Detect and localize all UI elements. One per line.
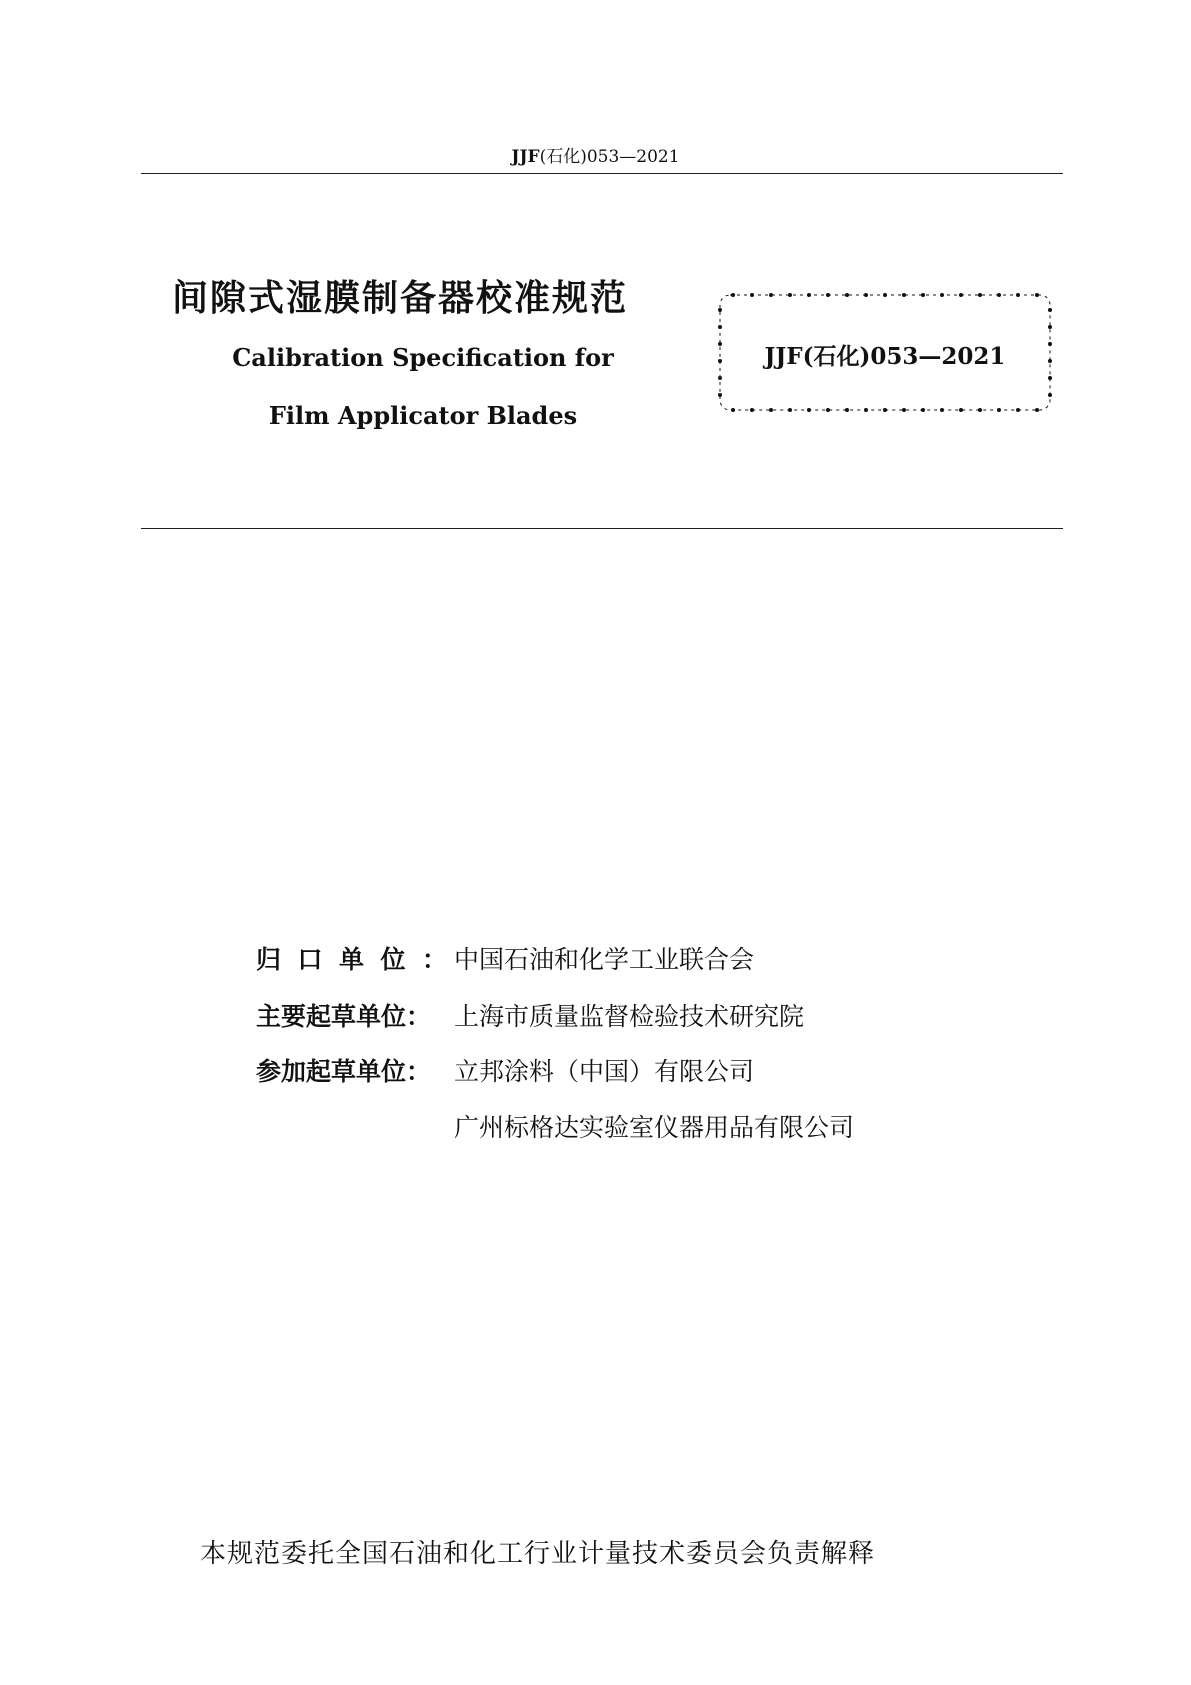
border-dot (845, 408, 849, 412)
border-dot (997, 293, 1001, 297)
border-dot (997, 408, 1001, 412)
main-drafter-label: 主要起草单位： (256, 1002, 432, 1031)
border-dot (978, 408, 982, 412)
running-header (0, 142, 1191, 167)
participant-drafter-row-2 (454, 1108, 854, 1144)
border-dot (883, 408, 887, 412)
responsible-unit-row (256, 940, 754, 976)
border-dot (788, 293, 792, 297)
border-dot (807, 293, 811, 297)
border-dot (959, 408, 963, 412)
border-dot (826, 408, 830, 412)
header-rule (141, 173, 1063, 174)
border-dot (731, 293, 735, 297)
title-english-line-1: Calibration Specification for (232, 343, 614, 372)
border-dot (921, 408, 925, 412)
border-dot (1035, 293, 1039, 297)
standard-code: JJF(石化)053—2021 (764, 343, 1006, 370)
border-dot (1048, 308, 1052, 312)
border-dot (845, 293, 849, 297)
border-dot (883, 293, 887, 297)
border-dot (731, 408, 735, 412)
border-dot (718, 308, 722, 312)
title-english-line-2: Film Applicator Blades (268, 401, 578, 430)
header-code-prefix: JJF (511, 147, 540, 167)
border-dot (750, 293, 754, 297)
section-rule (141, 528, 1063, 529)
participant-drafter-label: 参加起草单位： (256, 1057, 432, 1086)
border-dot (826, 293, 830, 297)
border-dot (769, 408, 773, 412)
border-dot (1048, 325, 1052, 329)
responsible-unit-value: 中国石油和化学工业联合会 (454, 945, 755, 974)
border-dot (940, 293, 944, 297)
border-dot (902, 408, 906, 412)
main-drafter-value: 上海市质量监督检验技术研究院 (454, 1002, 805, 1031)
border-dot (718, 393, 722, 397)
border-dot (769, 293, 773, 297)
participant-drafter-row (256, 1052, 754, 1088)
border-dot (807, 408, 811, 412)
border-dot (1035, 408, 1039, 412)
header-code-suffix: (石化)053—2021 (539, 147, 680, 167)
border-dot (921, 293, 925, 297)
border-dot (718, 376, 722, 380)
border-dot (750, 408, 754, 412)
border-dot (940, 408, 944, 412)
border-dot (1016, 293, 1020, 297)
border-dot (1048, 376, 1052, 380)
border-dot (978, 293, 982, 297)
border-dot (788, 408, 792, 412)
main-drafter-row (256, 997, 804, 1033)
border-dot (959, 293, 963, 297)
border-dot (1016, 408, 1020, 412)
title-chinese: 间隙式湿膜制备器校准规范 (172, 278, 629, 319)
participant-drafter-value: 广州标格达实验室仪器用品有限公司 (454, 1113, 855, 1142)
standard-code-box (715, 290, 1055, 415)
border-dot (718, 325, 722, 329)
border-dot (864, 408, 868, 412)
participant-drafter-value: 立邦涂料（中国）有限公司 (454, 1057, 755, 1086)
border-dot (902, 293, 906, 297)
border-dot (864, 293, 868, 297)
interpretation-note: 本规范委托全国石油和化工行业计量技术委员会负责解释 (200, 1539, 876, 1569)
responsible-unit-label: 归口单位： (256, 945, 464, 974)
border-dot (1048, 393, 1052, 397)
